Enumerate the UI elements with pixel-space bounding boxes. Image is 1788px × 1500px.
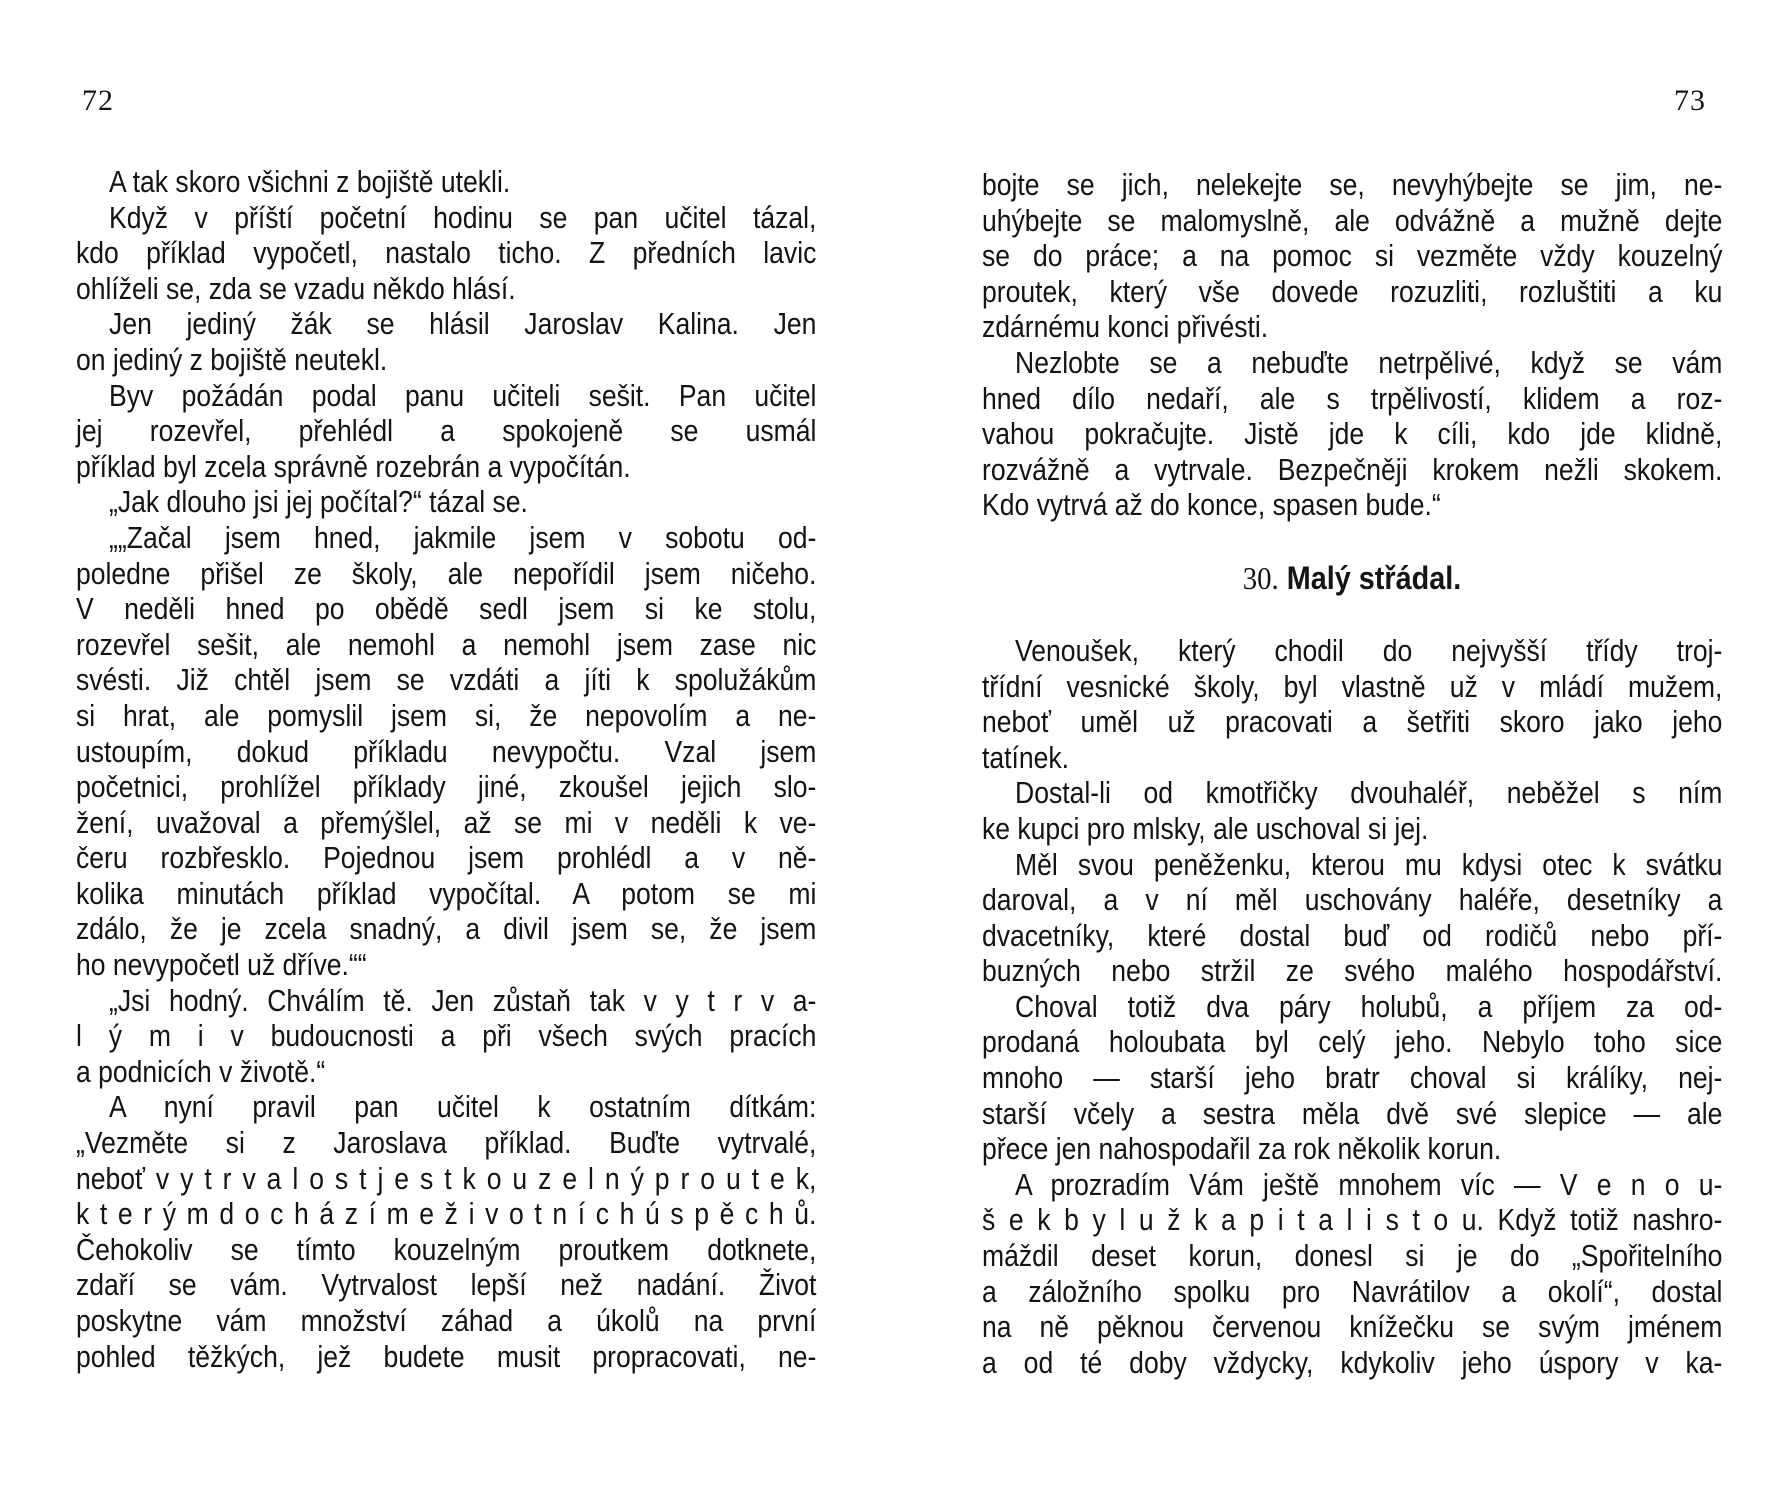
text-line: ustoupím, dokud příkladu nevypočtu. Vzal jsem bbox=[76, 734, 817, 769]
text-line: ohlíželi se, zda se vzadu někdo hlásí. bbox=[76, 271, 516, 306]
text-line: hned dílo nedaří, ale s trpělivostí, klidem a roz- bbox=[982, 381, 1723, 416]
text-line: Byv požádán podal panu učiteli sešit. Pan učitel bbox=[109, 378, 817, 413]
text-line: uhýbejte se malomyslně, ale odvážně a mužně dejte bbox=[982, 203, 1723, 238]
text-line: Nezlobte se a nebuďte netrpělivé, když se vám bbox=[1015, 345, 1723, 380]
text-line: proutek, který vše dovede rozuzliti, rozluštiti a ku bbox=[982, 274, 1723, 309]
text-line: poskytne vám množství záhad a úkolů na první bbox=[76, 1304, 817, 1338]
text-line: Venoušek, který chodil do nejvyšší třídy troj- bbox=[1015, 633, 1723, 668]
section-heading bbox=[1019, 558, 1685, 598]
text-line: žení, uvažoval a přemýšlel, až se mi v neděli k ve- bbox=[76, 805, 817, 840]
text-line: rozevřel sešit, ale nemohl a nemohl jsem zase nic bbox=[76, 627, 817, 662]
right-page-number: 73 bbox=[1674, 84, 1706, 117]
text-line: si hrat, ale pomyslil jsem si, že nepovolím a ne- bbox=[76, 698, 817, 733]
text-line: a záložního spolku pro Navrátilov a okolí“, dostal bbox=[982, 1274, 1723, 1309]
text-line: početnici, prohlížel příklady jiné, zkoušel jejich slo- bbox=[76, 770, 817, 805]
text-line: rozvážně a vytrvale. Bezpečněji krokem nežli skokem. bbox=[982, 452, 1723, 487]
text-line: neboť v y t r v a l o s t j e s t k o u z e l n ý p r o u t e k, bbox=[76, 1161, 817, 1196]
text-line: ke kupci pro mlsky, ale uschoval si jej. bbox=[982, 811, 1429, 846]
text-line: svésti. Již chtěl jsem se vzdáti a jíti k spolužákům bbox=[76, 663, 817, 698]
text-line: jej rozevřel, přehlédl a spokojeně se usmál bbox=[76, 414, 817, 449]
right-lines-before bbox=[982, 168, 1722, 524]
text-line: daroval, a v ní měl uschovány haléře, desetníky a bbox=[982, 883, 1723, 918]
text-line: on jediný z bojiště neutekl. bbox=[76, 342, 388, 377]
text-line: Choval totiž dva páry holubů, a příjem za od- bbox=[1015, 989, 1723, 1024]
text-line: poledne přišel ze školy, ale nepořídil jsem ničeho. bbox=[76, 556, 817, 591]
text-line: ho nevypočetl už dříve.““ bbox=[76, 948, 367, 983]
text-line: „Vezměte si z Jaroslava příklad. Buďte vytrvalé, bbox=[76, 1126, 817, 1161]
text-line: tatínek. bbox=[982, 740, 1070, 775]
text-line: Dostal-li od kmotřičky dvouhaléř, neběžel s ním bbox=[1015, 776, 1723, 811]
text-line: Kdo vytrvá až do konce, spasen bude.“ bbox=[982, 488, 1441, 523]
text-line: čeru rozbřesklo. Pojednou jsem prohlédl a v ně- bbox=[76, 841, 817, 876]
text-line: Když v příští početní hodinu se pan učitel tázal, bbox=[109, 200, 817, 235]
text-line: zdárnému konci přivésti. bbox=[982, 310, 1269, 345]
text-line: máždil deset korun, donesl si je do „Spořitelního bbox=[982, 1239, 1723, 1274]
text-line: a od té doby vždycky, kdykoliv jeho úspory v ka- bbox=[982, 1345, 1723, 1380]
text-line: pohled těžkých, jež budete musit propracovati, ne- bbox=[76, 1339, 817, 1374]
text-line: „Jak dlouho jsi jej počítal?“ tázal se. bbox=[109, 485, 528, 520]
text-line: prodaná holoubata byl celý jeho. Nebylo toho sice bbox=[982, 1025, 1723, 1060]
text-line: „Jsi hodný. Chválím tě. Jen zůstaň tak v y t r v a- bbox=[109, 983, 817, 1018]
section-number: 30. bbox=[1242, 559, 1279, 596]
text-line: dvacetníky, které dostal buď od rodičů nebo pří- bbox=[982, 918, 1723, 953]
right-lines-after bbox=[982, 634, 1722, 1381]
right-page-text bbox=[982, 168, 1722, 1381]
text-line: zdaří se vám. Vytrvalost lepší než nadání. Život bbox=[76, 1268, 817, 1303]
text-line: buzných nebo stržil ze svého malého hospodářství. bbox=[982, 954, 1723, 989]
text-line: se do práce; a na pomoc si vezměte vždy kouzelný bbox=[982, 239, 1723, 274]
text-line: na ně pěknou červenou knížečku se svým jménem bbox=[982, 1310, 1723, 1345]
text-line: kolika minutách příklad vypočítal. A potom se mi bbox=[76, 876, 817, 911]
text-line: třídní vesnické školy, byl vlastně už v mládí mužem, bbox=[982, 669, 1723, 704]
text-line: Čehokoliv se tímto kouzelným proutkem dotknete, bbox=[76, 1232, 817, 1267]
left-page-number: 72 bbox=[82, 84, 114, 117]
section-title: Malý střádal. bbox=[1286, 559, 1462, 596]
text-line: neboť uměl už pracovati a šetřiti skoro jako jeho bbox=[982, 705, 1723, 740]
text-line: zdálo, že je zcela snadný, a divil jsem se, že jsem bbox=[76, 912, 817, 947]
text-line: příklad byl zcela správně rozebrán a vypočítán. bbox=[76, 449, 631, 484]
text-line: Jen jediný žák se hlásil Jaroslav Kalina. Jen bbox=[109, 307, 817, 342]
text-line: starší včely a sestra měla dvě své slepice — ale bbox=[982, 1096, 1723, 1131]
text-line: „„Začal jsem hned, jakmile jsem v sobotu od- bbox=[109, 520, 817, 555]
text-line: bojte se jich, nelekejte se, nevyhýbejte se jim, ne- bbox=[982, 168, 1723, 202]
text-line: A tak skoro všichni z bojiště utekli. bbox=[109, 165, 511, 199]
text-line: š e k b y l u ž k a p i t a l i s t o u. Když totiž nashro- bbox=[982, 1203, 1723, 1238]
text-line: l ý m i v budoucnosti a při všech svých pracích bbox=[76, 1019, 817, 1054]
text-line: a podnicích v životě.“ bbox=[76, 1054, 326, 1089]
left-page-text bbox=[76, 165, 816, 1375]
text-line: A nyní pravil pan učitel k ostatním dítkám: bbox=[109, 1090, 817, 1125]
text-line: vahou pokračujte. Jistě jde k cíli, kdo jde klidně, bbox=[982, 417, 1723, 452]
text-line: mnoho — starší jeho bratr choval si králíky, nej- bbox=[982, 1061, 1723, 1096]
text-line: V neděli hned po obědě sedl jsem si ke stolu, bbox=[76, 592, 817, 627]
text-line: A prozradím Vám ještě mnohem víc — V e n o u- bbox=[1015, 1167, 1723, 1202]
text-line: přece jen nahospodařil za rok několik korun. bbox=[982, 1132, 1502, 1167]
text-line: kdo příklad vypočetl, nastalo ticho. Z předních lavic bbox=[76, 236, 817, 271]
text-line: Měl svou peněženku, kterou mu kdysi otec k svátku bbox=[1015, 847, 1723, 882]
text-line: k t e r ý m d o c h á z í m e ž i v o t n í c h ú s p ě c h ů. bbox=[76, 1197, 817, 1232]
